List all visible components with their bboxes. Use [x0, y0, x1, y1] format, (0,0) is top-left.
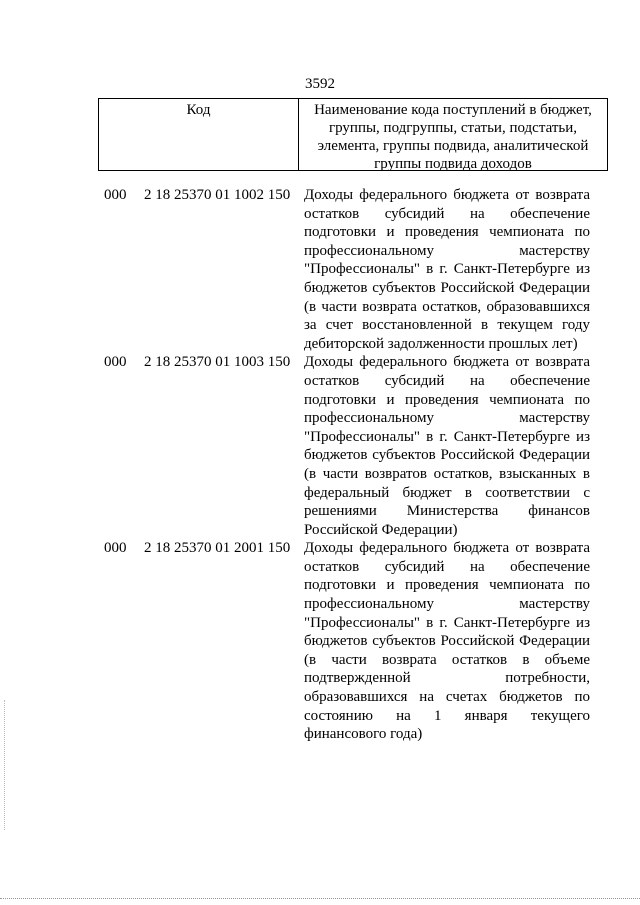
header-name-label: Наименование кода поступлений в бюджет, группы, подгруппы, статьи, подстатьи, элемента, группы подвида, аналитической группы подвида доходов: [314, 102, 592, 172]
row-description: Доходы федерального бюджета от возврата остатков субсидий на обеспечение подготовки и проведения чемпионата по профессиональному мастерству "Профессионалы" в г. Санкт-Петербурге из бюджетов субъектов Российской Федерации (в части возврата остатков в объеме подтвержденной потребности, образовавшихся на счетах бюджетов по состоянию на 1 января текущего финансового года): [304, 540, 590, 743]
row-income-code: 2 18 25370 01 1002 150: [144, 187, 291, 203]
scan-margin-line: [4, 700, 5, 830]
table-row: [104, 539, 590, 744]
table-row: [104, 186, 590, 353]
row-income-code: 2 18 25370 01 1003 150: [144, 354, 291, 371]
row-description: Доходы федерального бюджета от возврата остатков субсидий на обеспечение подготовки и проведения чемпионата по профессиональному мастерству "Профессионалы" в г. Санкт-Петербурге из бюджетов субъектов Российской Федерации (в части возврата остатков, образовавшихся за счет восстановленной в текущем году дебиторской задолженности прошлых лет): [304, 187, 590, 352]
table-header: [98, 98, 608, 171]
row-admin-code: 000: [104, 187, 127, 203]
page-number: 3592: [305, 76, 335, 92]
row-description: Доходы федерального бюджета от возврата остатков субсидий на обеспечение подготовки и проведения чемпионата по профессиональному мастерству "Профессионалы" в г. Санкт-Петербурге из бюджетов субъектов Российской Федерации (в части возвратов остатков, взысканных в федеральный бюджет в соответствии с решениями Министерства финансов Российской Федерации): [304, 354, 590, 538]
row-admin-code: 000: [104, 354, 127, 371]
row-admin-code: 000: [104, 540, 127, 557]
scan-bottom-line: [0, 898, 640, 899]
table-body: [104, 186, 590, 744]
header-code-label: Код: [99, 99, 299, 170]
table-row: [104, 353, 590, 539]
row-income-code: 2 18 25370 01 2001 150: [144, 540, 291, 557]
